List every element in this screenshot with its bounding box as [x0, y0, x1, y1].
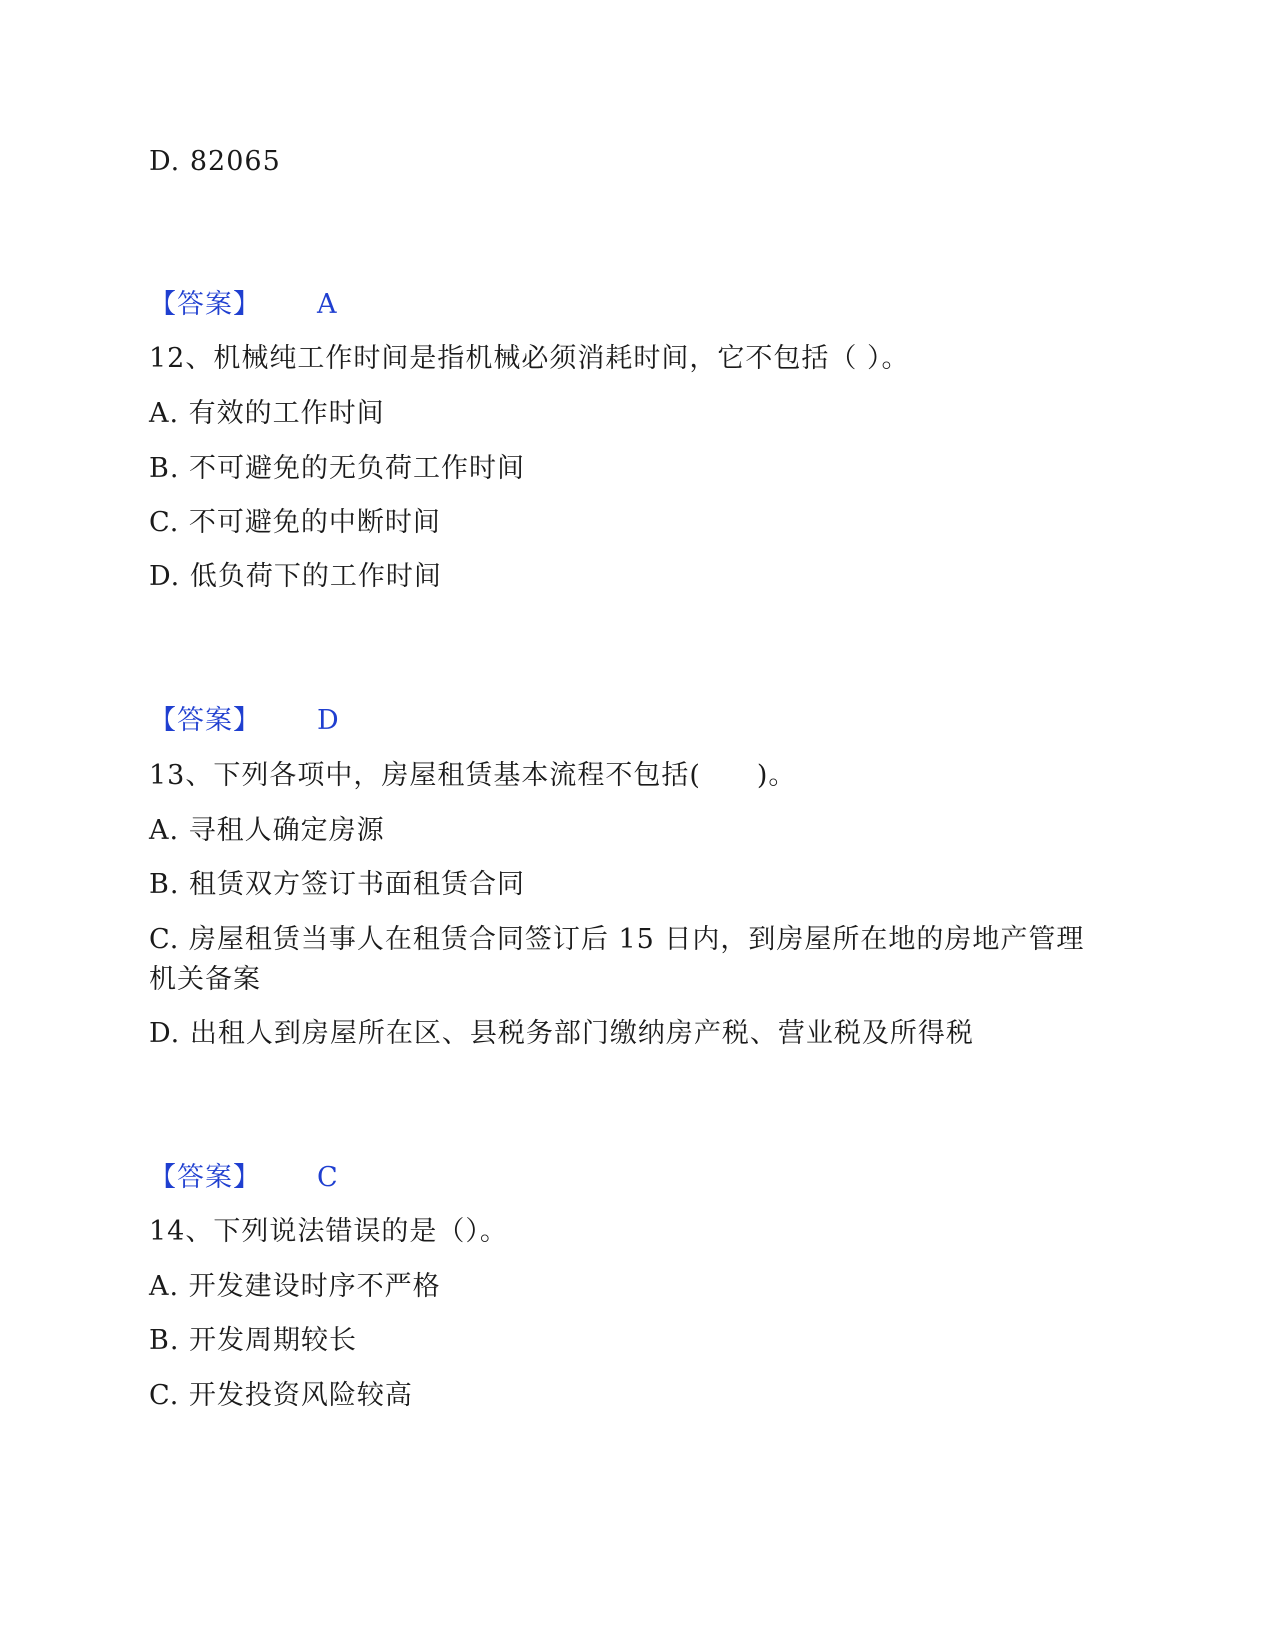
q12-option-d: D. 低负荷下的工作时间	[149, 561, 442, 592]
q12-answer	[149, 701, 340, 741]
q12-option-b: B. 不可避免的无负荷工作时间	[149, 453, 526, 484]
q12-stem: 12、机械纯工作时间是指机械必须消耗时间，它不包括（ ）。	[149, 343, 910, 374]
q12-option-c: C. 不可避免的中断时间	[149, 507, 441, 538]
q14-option-a: A. 开发建设时序不严格	[149, 1271, 441, 1302]
q14-stem: 14、下列说法错误的是（）。	[149, 1216, 508, 1247]
q14-option-b: B. 开发周期较长	[149, 1325, 358, 1356]
q13-answer	[149, 1158, 339, 1198]
q13-option-b: B. 租赁双方签订书面租赁合同	[149, 869, 526, 900]
answer-label: 【答案】	[149, 1162, 261, 1193]
q13-option-c: C. 房屋租赁当事人在租赁合同签订后 15 日内，到房屋所在地的房地产管理机关备案	[149, 924, 1085, 995]
answer-value: A	[317, 289, 338, 320]
q13-option-a: A. 寻租人确定房源	[149, 815, 385, 846]
q14-option-c: C. 开发投资风险较高	[149, 1380, 413, 1411]
answer-value: D	[317, 705, 340, 736]
answer-value: C	[317, 1162, 339, 1193]
q13-option-d: D. 出租人到房屋所在区、县税务部门缴纳房产税、营业税及所得税	[149, 1018, 974, 1049]
prev-option-d: D. 82065	[149, 146, 281, 177]
q12-option-a: A. 有效的工作时间	[149, 398, 385, 429]
answer-label: 【答案】	[149, 705, 261, 736]
prev-answer	[149, 285, 338, 325]
q13-stem: 13、下列各项中，房屋租赁基本流程不包括( )。	[149, 760, 797, 791]
answer-label: 【答案】	[149, 289, 261, 320]
